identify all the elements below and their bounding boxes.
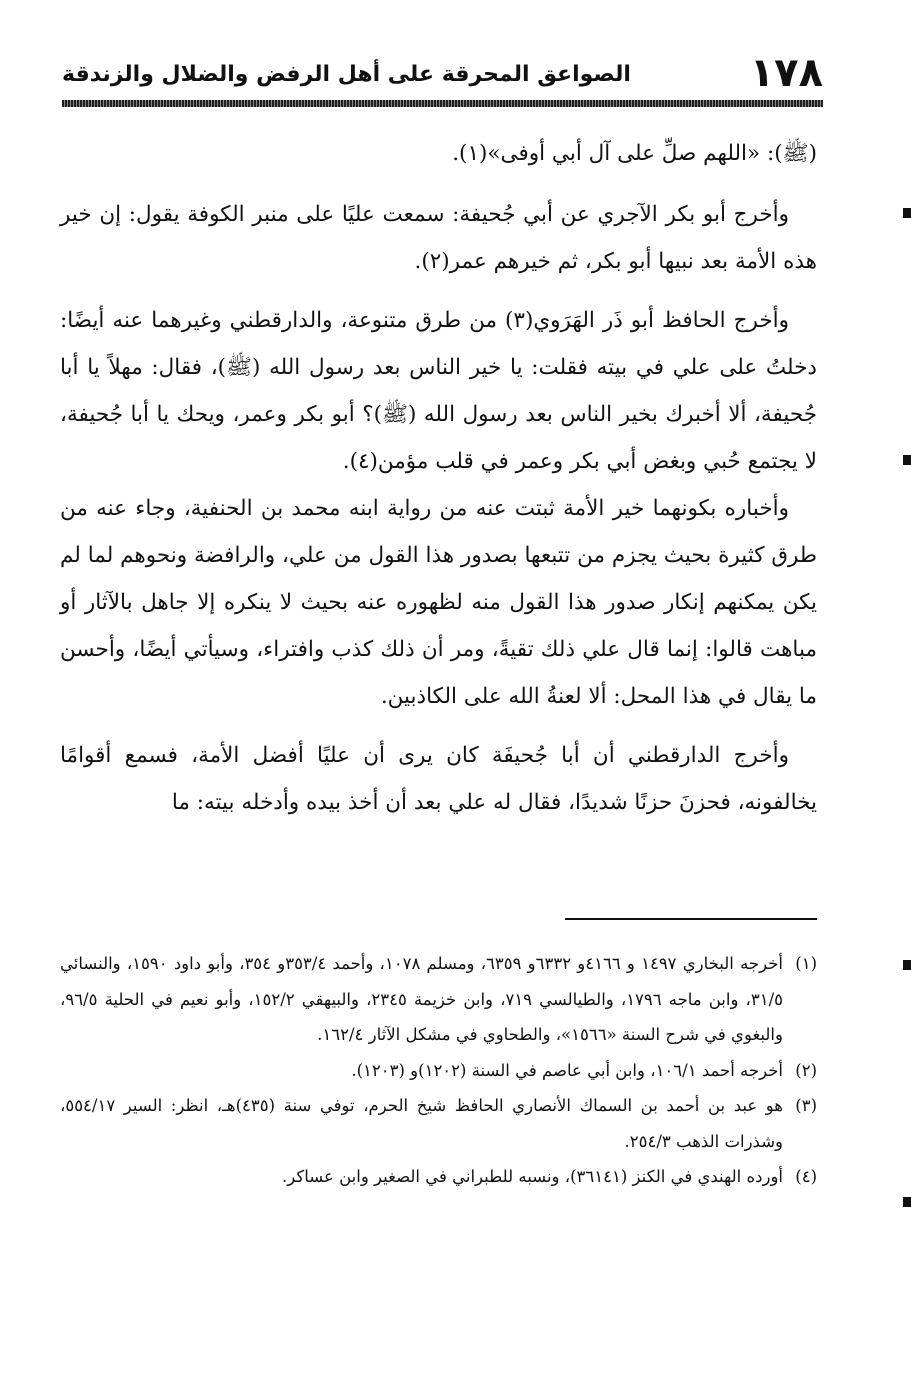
footnote — [60, 1053, 817, 1089]
footnote-text: هو عبد بن أحمد بن السماك الأنصاري الحافظ شيخ الحرم، توفي سنة (٤٣٥)هـ، انظر: السير ٥٥٤/١٧، وشذرات الذهب ٢٥٤/٣. — [60, 1096, 783, 1151]
page-number: ١٧٨ — [749, 50, 823, 96]
footnote-separator — [565, 918, 817, 920]
scan-edge-mark — [903, 960, 911, 970]
paragraph: (ﷺ): «اللهم صلِّ على آل أبي أوفى»(١). — [452, 141, 817, 166]
scan-edge-mark — [903, 1197, 911, 1207]
running-title: الصواعق المحرقة على أهل الرفض والضلال والزندقة — [62, 62, 631, 87]
footnote — [60, 946, 817, 1053]
paragraph: وأخرج الدارقطني أن أبا جُحيفَة كان يرى أن عليًا أفضل الأمة، فسمع أقوامًا يخالفونه، فحزنَ حزنًا شديدًا، فقال له علي بعد أن أخذ بيده وأدخله بيته: ما — [60, 743, 817, 815]
page-header — [62, 52, 823, 98]
footnote — [60, 1088, 817, 1159]
footnotes — [60, 946, 817, 1195]
footnote-number: (٢) — [795, 1060, 817, 1080]
main-text — [60, 130, 817, 838]
footnote-number: (٤) — [795, 1167, 817, 1186]
footnote-number: (٣) — [795, 1096, 817, 1115]
scan-edge-mark — [903, 455, 911, 465]
paragraph: وأخرج الحافظ أبو ذَر الهَرَوي(٣) من طرق متنوعة، والدارقطني وغيرهما عنه أيضًا: دخلتُ على علي في بيته فقلت: يا خير الناس بعد رسول الله (ﷺ)، فقال: مهلاً يا أبا جُحيفة، ألا أخبرك بخير الناس بعد رسول الله (ﷺ)؟ أبو بكر وعمر، ويحك يا أبا جُحيفة، لا يجتمع حُبي وبغض أبي بكر وعمر في قلب مؤمن(٤). — [60, 308, 817, 474]
paragraph: وأخباره بكونهما خير الأمة ثبتت عنه من رواية ابنه محمد بن الحنفية، وجاء عنه من طرق كثيرة بحيث يجزم من تتبعها بصدور هذا القول من علي، والرافضة ونحوهم لما لم يكن يمكنهم إنكار صدور هذا القول منه لظهوره عنه بحيث لا ينكره إلا جاهل بالآثار أو مباهت قالوا: إنما قال علي ذلك تقيةً، ومر أن ذلك كذب وافتراء، وسيأتي أيضًا، وأحسن ما يقال في هذا المحل: ألا لعنةُ الله على الكاذبين. — [60, 496, 817, 709]
footnote-text: أخرجه أحمد ١٠٦/١، وابن أبي عاصم في السنة (١٢٠٢)و (١٢٠٣). — [351, 1060, 783, 1080]
footnote — [60, 1159, 817, 1195]
scan-edge-mark — [903, 208, 911, 218]
header-rule — [62, 100, 823, 107]
footnote-text: أورده الهندي في الكنز (٣٦١٤١)، ونسبه للطبراني في الصغير وابن عساكر. — [282, 1167, 783, 1186]
paragraph: وأخرج أبو بكر الآجري عن أبي جُحيفة: سمعت عليًا على منبر الكوفة يقول: إن خير هذه الأمة بعد نبيها أبو بكر، ثم خيرهم عمر(٢). — [60, 202, 817, 274]
footnote-text: أخرجه البخاري ١٤٩٧ و ٤١٦٦و ٦٣٣٢و ٦٣٥٩، ومسلم ١٠٧٨، وأحمد ٣٥٣/٤و ٣٥٤، وأبو داود ١٥٩٠، والنسائي ٣١/٥، وابن ماجه ١٧٩٦، والطيالسي ٧١٩، وابن خزيمة ٢٣٤٥، والبيهقي ١٥٢/٢، وأبو نعيم في الحلية ٩٦/٥، والبغوي في شرح السنة «١٥٦٦»، والطحاوي في مشكل الآثار ١٦٢/٤. — [60, 954, 784, 1044]
footnote-number: (١) — [795, 954, 817, 973]
